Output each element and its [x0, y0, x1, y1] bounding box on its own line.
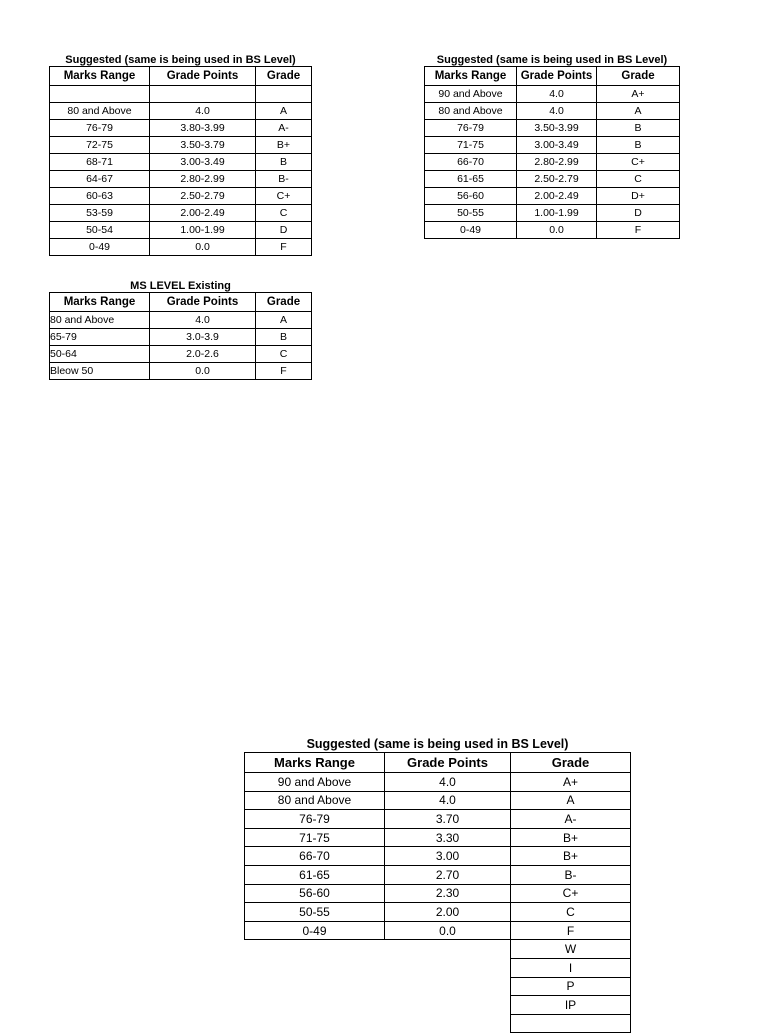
grade-points-cell: 4.0	[517, 103, 597, 120]
grade-cell: F	[511, 921, 631, 940]
marks-range-cell: 50-54	[50, 222, 150, 239]
grade-points-cell: 4.0	[517, 86, 597, 103]
grade-cell: A+	[511, 773, 631, 792]
grade-cell: A+	[597, 86, 680, 103]
grading-table-suggested-left	[49, 54, 312, 256]
table-row	[245, 865, 631, 884]
marks-range-cell: 61-65	[425, 171, 517, 188]
marks-range-cell: 80 and Above	[425, 103, 517, 120]
grade-points-cell: 0.0	[150, 239, 256, 256]
column-header: Grade Points	[517, 67, 597, 86]
table-row	[245, 810, 631, 829]
table-row	[245, 847, 631, 866]
grade-cell: W	[511, 940, 631, 959]
column-header: Grade Points	[150, 293, 256, 312]
table-row	[50, 188, 312, 205]
grading-table-ms-existing	[49, 280, 312, 380]
grade-points-cell: 3.00-3.49	[517, 137, 597, 154]
grade-points-cell: 2.00-2.49	[517, 188, 597, 205]
marks-range-cell: 90 and Above	[425, 86, 517, 103]
marks-range-cell: 61-65	[245, 865, 385, 884]
marks-range-cell: 71-75	[425, 137, 517, 154]
grade-points-cell: 2.50-2.79	[150, 188, 256, 205]
table-row	[50, 312, 312, 329]
grade-cell: C	[511, 903, 631, 922]
grade-points-cell: 1.00-1.99	[517, 205, 597, 222]
grade-points-cell: 3.30	[385, 828, 511, 847]
grade-cell: A	[256, 312, 312, 329]
grade-points-cell: 2.00-2.49	[150, 205, 256, 222]
grade-cell: A-	[256, 120, 312, 137]
marks-range-cell: 0-49	[425, 222, 517, 239]
table-row	[245, 977, 631, 996]
grade-cell: B	[256, 329, 312, 346]
column-header: Marks Range	[50, 67, 150, 86]
marks-range-cell: 56-60	[245, 884, 385, 903]
marks-range-cell	[50, 86, 150, 103]
grade-cell: B-	[256, 171, 312, 188]
grade-cell: B+	[511, 847, 631, 866]
table-row	[425, 222, 680, 239]
grade-points-cell: 3.50-3.99	[517, 120, 597, 137]
table-row	[50, 222, 312, 239]
grade-cell: B	[597, 120, 680, 137]
grade-points-cell: 0.0	[150, 363, 256, 380]
grade-cell: B	[256, 154, 312, 171]
table-row	[50, 154, 312, 171]
column-header: Grade	[256, 67, 312, 86]
grade-points-cell: 3.0-3.9	[150, 329, 256, 346]
marks-range-cell: 71-75	[245, 828, 385, 847]
marks-range-cell: 0-49	[245, 921, 385, 940]
header-row	[245, 753, 631, 773]
empty-cell	[385, 977, 511, 996]
grade-table	[49, 292, 312, 380]
table-row	[245, 828, 631, 847]
grade-points-cell: 2.0-2.6	[150, 346, 256, 363]
marks-range-cell: Bleow 50	[50, 363, 150, 380]
table-row	[425, 137, 680, 154]
table-row	[425, 171, 680, 188]
empty-cell	[245, 958, 385, 977]
table-row	[425, 154, 680, 171]
grade-points-cell: 4.0	[150, 312, 256, 329]
marks-range-cell: 76-79	[425, 120, 517, 137]
grade-cell: D	[256, 222, 312, 239]
table-row	[50, 239, 312, 256]
table-row	[425, 120, 680, 137]
table-row	[50, 120, 312, 137]
header-row	[50, 293, 312, 312]
column-header: Marks Range	[245, 753, 385, 773]
marks-range-cell: 80 and Above	[50, 103, 150, 120]
empty-cell	[385, 958, 511, 977]
marks-range-cell: 90 and Above	[245, 773, 385, 792]
table-caption: Suggested (same is being used in BS Level)	[306, 737, 569, 751]
grade-points-cell: 2.30	[385, 884, 511, 903]
table-caption: Suggested (same is being used in BS Level)	[436, 54, 668, 66]
table-row	[50, 363, 312, 380]
marks-range-cell: 50-55	[245, 903, 385, 922]
grade-points-cell: 0.0	[517, 222, 597, 239]
table-row	[245, 791, 631, 810]
grade-points-cell: 2.80-2.99	[517, 154, 597, 171]
grade-cell: F	[256, 363, 312, 380]
grade-cell: C+	[256, 188, 312, 205]
table-row	[425, 205, 680, 222]
grade-points-cell: 4.0	[150, 103, 256, 120]
table-row	[50, 137, 312, 154]
column-header: Grade Points	[385, 753, 511, 773]
grade-points-cell: 4.0	[385, 773, 511, 792]
table-row	[50, 86, 312, 103]
grade-points-cell: 3.00	[385, 847, 511, 866]
marks-range-cell: 80 and Above	[245, 791, 385, 810]
table-row	[245, 921, 631, 940]
grade-cell: B	[597, 137, 680, 154]
empty-cell	[385, 940, 511, 959]
table-row	[245, 940, 631, 959]
table-row	[425, 188, 680, 205]
marks-range-cell: 66-70	[425, 154, 517, 171]
column-header: Grade	[256, 293, 312, 312]
marks-range-cell: 64-67	[50, 171, 150, 188]
grade-cell: C	[256, 205, 312, 222]
table-row	[245, 773, 631, 792]
table-row	[245, 958, 631, 977]
table-row	[245, 996, 631, 1015]
grade-cell: B-	[511, 865, 631, 884]
table-row	[50, 346, 312, 363]
empty-cell	[245, 940, 385, 959]
grade-points-cell: 2.80-2.99	[150, 171, 256, 188]
table-row	[425, 103, 680, 120]
table-row	[245, 884, 631, 903]
empty-cell	[385, 996, 511, 1015]
grading-table-suggested-bottom	[244, 737, 631, 1033]
grade-cell: C+	[511, 884, 631, 903]
marks-range-cell: 65-79	[50, 329, 150, 346]
empty-cell	[245, 977, 385, 996]
grade-cell: B+	[511, 828, 631, 847]
marks-range-cell: 76-79	[50, 120, 150, 137]
grade-cell: I	[511, 958, 631, 977]
grade-points-cell	[150, 86, 256, 103]
grade-cell: A-	[511, 810, 631, 829]
grade-points-cell: 4.0	[385, 791, 511, 810]
table-row	[50, 205, 312, 222]
column-header: Grade	[597, 67, 680, 86]
grade-points-cell: 2.50-2.79	[517, 171, 597, 188]
grade-points-cell: 3.80-3.99	[150, 120, 256, 137]
grade-points-cell: 2.70	[385, 865, 511, 884]
grade-cell: D	[597, 205, 680, 222]
marks-range-cell: 50-64	[50, 346, 150, 363]
grade-cell: F	[597, 222, 680, 239]
grade-points-cell: 3.00-3.49	[150, 154, 256, 171]
grade-cell: B+	[256, 137, 312, 154]
grade-cell: A	[511, 791, 631, 810]
table-row	[50, 171, 312, 188]
grade-cell: A	[597, 103, 680, 120]
grade-cell: P	[511, 977, 631, 996]
grade-cell: F	[256, 239, 312, 256]
empty-cell	[245, 996, 385, 1015]
grade-cell: C+	[597, 154, 680, 171]
header-row	[425, 67, 680, 86]
table-row	[50, 103, 312, 120]
grade-cell: C	[597, 171, 680, 188]
grade-cell	[256, 86, 312, 103]
grade-points-cell: 3.50-3.79	[150, 137, 256, 154]
column-header: Marks Range	[50, 293, 150, 312]
marks-range-cell: 68-71	[50, 154, 150, 171]
table-row	[245, 903, 631, 922]
grade-points-cell: 2.00	[385, 903, 511, 922]
table-caption: Suggested (same is being used in BS Level)	[65, 54, 296, 66]
grade-cell: A	[256, 103, 312, 120]
marks-range-cell: 76-79	[245, 810, 385, 829]
marks-range-cell: 0-49	[50, 239, 150, 256]
grade-table	[49, 66, 312, 256]
grade-cell: C	[256, 346, 312, 363]
table-row	[425, 86, 680, 103]
grade-table	[244, 752, 631, 1033]
marks-range-cell: 60-63	[50, 188, 150, 205]
grade-points-cell: 3.70	[385, 810, 511, 829]
table-row	[50, 329, 312, 346]
grade-cell: IP	[511, 996, 631, 1015]
column-header: Marks Range	[425, 67, 517, 86]
grade-points-cell: 1.00-1.99	[150, 222, 256, 239]
column-header: Grade Points	[150, 67, 256, 86]
header-row	[50, 67, 312, 86]
grade-cell: D+	[597, 188, 680, 205]
column-header: Grade	[511, 753, 631, 773]
grade-table	[424, 66, 680, 239]
marks-range-cell: 80 and Above	[50, 312, 150, 329]
grade-points-cell: 0.0	[385, 921, 511, 940]
grading-table-suggested-right	[424, 54, 680, 239]
marks-range-cell: 53-59	[50, 205, 150, 222]
marks-range-cell: 56-60	[425, 188, 517, 205]
table-caption: MS LEVEL Existing	[130, 280, 231, 292]
marks-range-cell: 50-55	[425, 205, 517, 222]
marks-range-cell: 72-75	[50, 137, 150, 154]
marks-range-cell: 66-70	[245, 847, 385, 866]
